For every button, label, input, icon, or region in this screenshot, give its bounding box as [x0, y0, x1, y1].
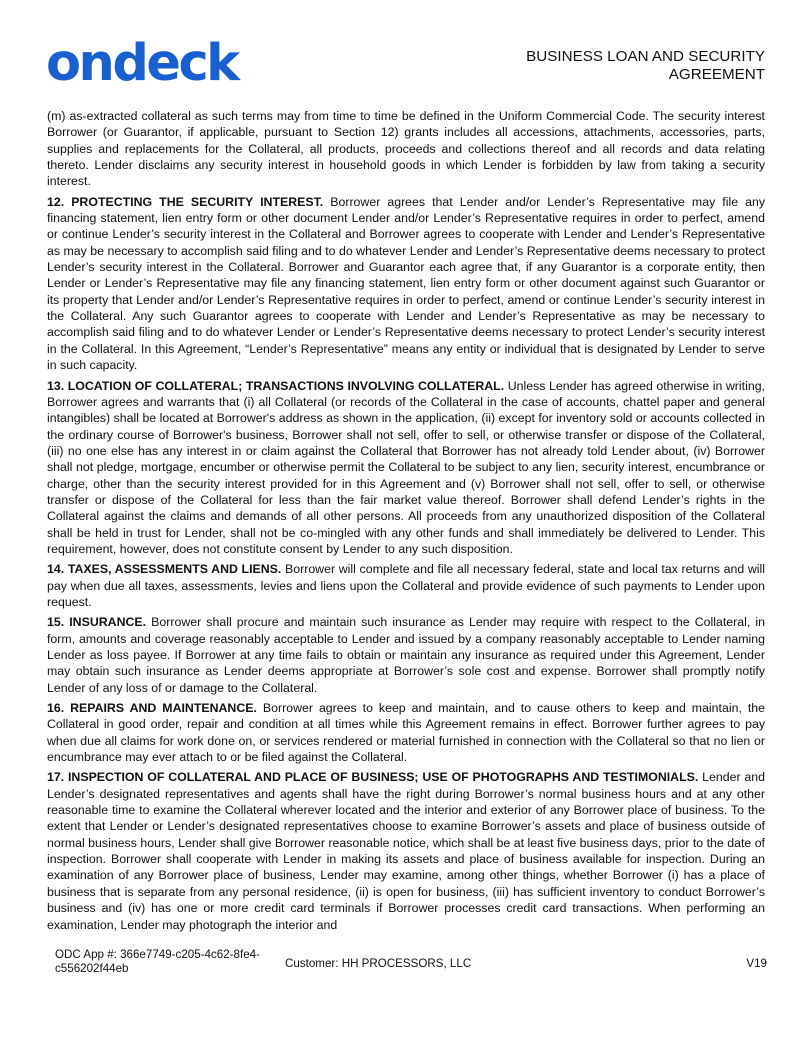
paragraph-text: Borrower agrees to keep and maintain, and to cause others to keep and maintain, the Collateral in good order, repair and condition at all times while this Agreement remains in effect. Borrower further agrees to pay when due all claims for work done on, or services rendered or material furnished in connection with the Collateral so that no lien or encumbrance may ever attach to or be filed against the Collateral.: [47, 701, 765, 765]
section-heading: 13. LOCATION OF COLLATERAL; TRANSACTIONS INVOLVING COLLATERAL.: [47, 378, 505, 393]
section-heading: 14. TAXES, ASSESSMENTS AND LIENS.: [47, 562, 282, 577]
section-heading: 15. INSURANCE.: [47, 615, 147, 630]
footer-app-number: ODC App #: 366e7749-c205-4c62-8fe4-c556202f44eb: [55, 948, 260, 975]
section-12-protecting-security-interest: [47, 194, 765, 374]
section-heading: 17. INSPECTION OF COLLATERAL AND PLACE OF BUSINESS; USE OF PHOTOGRAPHS AND TESTIMONIALS.: [47, 770, 699, 785]
paragraph-text: (m) as-extracted collateral as such terms may from time to time be defined in the Uniform Commercial Code. The security interest Borrower (or Guarantor, if applicable, pursuant to Section 12) grants includes all accessions, attachments, accessories, parts, supplies and replacements for the Collateral, all products, proceeds and collections thereof and all records and data relating thereto. Lender disclaims any security interest in household goods in which Lender is forbidden by law from taking a security interest.: [47, 109, 765, 189]
document-title-line-1: BUSINESS LOAN AND SECURITY: [526, 48, 765, 65]
section-14-taxes-assessments-liens: [47, 561, 765, 610]
agreement-body: [47, 108, 765, 937]
paragraph-text: Borrower shall procure and maintain such insurance as Lender may require with respect to the Collateral, in form, amounts and coverage reasonably acceptable to Lender and issued by a company reasonably acceptable to Lender naming Lender as loss payee. If Borrower at any time fails to obtain or maintain any insurance as required under this Agreement, Lender may obtain such insurance as Lender deems appropriate at Borrower’s sole cost and expense. Borrower shall promptly notify Lender of any loss of or damage to the Collateral.: [47, 615, 765, 695]
document-title: [445, 48, 765, 84]
section-13-location-of-collateral: [47, 378, 765, 558]
section-16-repairs-maintenance: [47, 700, 765, 765]
footer-customer: Customer: HH PROCESSORS, LLC: [285, 957, 472, 970]
paragraph-text: Lender and Lender’s designated representatives and agents shall have the right during Borrower’s normal business hours and at any other reasonable time to examine the Collateral wherever located and the interior and exterior of any Borrower place of business. To the extent that Lender or Lender’s designated representatives choose to examine Borrower’s assets and place of business outside of normal business hours, Lender shall give Borrower reasonable notice, which shall be at least five business days, prior to the date of inspection. Borrower shall cooperate with Lender in making its assets and place of business available for inspection. During an examination of any Borrower place of business, Lender may examine, among other things, whether Borrower (i) has a place of business that is separate from any personal residence, (ii) is open for business, (iii) has sufficient inventory to conduct Borrower’s business and (iv) has one or more credit card terminals if Borrower processes credit card transactions. When performing an examination, Lender may photograph the interior and: [47, 770, 766, 932]
footer-version: V19: [746, 957, 767, 970]
section-heading: 12. PROTECTING THE SECURITY INTEREST.: [47, 194, 324, 209]
section-15-insurance: [47, 614, 765, 696]
paragraph-text: Borrower will complete and file all necessary federal, state and local tax returns and will pay when due all taxes, assessments, levies and liens upon the Collateral and provide evidence of such payments to Lender upon request.: [47, 562, 765, 609]
section-17-inspection-of-collateral: [47, 769, 765, 932]
paragraph-collateral-continued: [47, 108, 765, 190]
paragraph-text: Unless Lender has agreed otherwise in writing, Borrower agrees and warrants that (i) all Collateral (or records of the Collateral in the case of accounts, chattel paper and general intangibles) shall be located at Borrower's address as shown in the application, (ii) except for inventory sold or accounts collected in the ordinary course of Borrower's business, Borrower shall not sell, offer to sell, or otherwise transfer or dispose of the Collateral, (iii) no one else has any interest in or claim against the Collateral that Borrower has not already told Lender about, (iv) Borrower shall not pledge, mortgage, encumber or otherwise permit the Collateral to be subject to any lien, security interest, encumbrance or charge, other than the security interest provided for in this Agreement and (v) Borrower shall not sell, offer to sell, or otherwise transfer or dispose of the Collateral for less than the fair market value thereof. Borrower shall defend Lender’s rights in the Collateral against the claims and demands of all other persons. All proceeds from any unauthorized disposition of the Collateral shall be held in trust for Lender, shall not be co-mingled with any other funds and shall immediately be delivered to Lender. This requirement, however, does not constitute consent by Lender to any such disposition.: [47, 378, 765, 556]
ondeck-logo: ondeck: [46, 34, 238, 93]
document-title-line-2: AGREEMENT: [668, 66, 765, 83]
paragraph-text: Borrower agrees that Lender and/or Lender’s Representative may file any financing statement, lien entry form or other document Lender and/or Lender’s Representative requires in order to perfect, amend or continue Lender’s security interest in the Collateral and Borrower agrees to cooperate with Lender and Lender’s Representative as may be necessary to accomplish said filing and to do whatever Lender and Lender’s Representative deems necessary to protect Lender’s security interest in the Collateral. Borrower and Guarantor each agree that, if any Guarantor is a corporate entity, then Lender or Lender’s Representative may file any financing statement, lien entry form or other document against such Guarantor or its property that Lender and/or Lender’s Representative requires in order to perfect, amend or continue Lender’s security interest in the Collateral. Any such Guarantor agrees to cooperate with Lender and Lender’s Representative as may be necessary to accomplish said filing and to do whatever Lender or Lender’s Representative deems necessary to protect Lender’s security interest in the Collateral. In this Agreement, “Lender’s Representative” means any entity or individual that is designated by Lender to serve in such capacity.: [47, 194, 765, 373]
section-heading: 16. REPAIRS AND MAINTENANCE.: [47, 701, 257, 716]
